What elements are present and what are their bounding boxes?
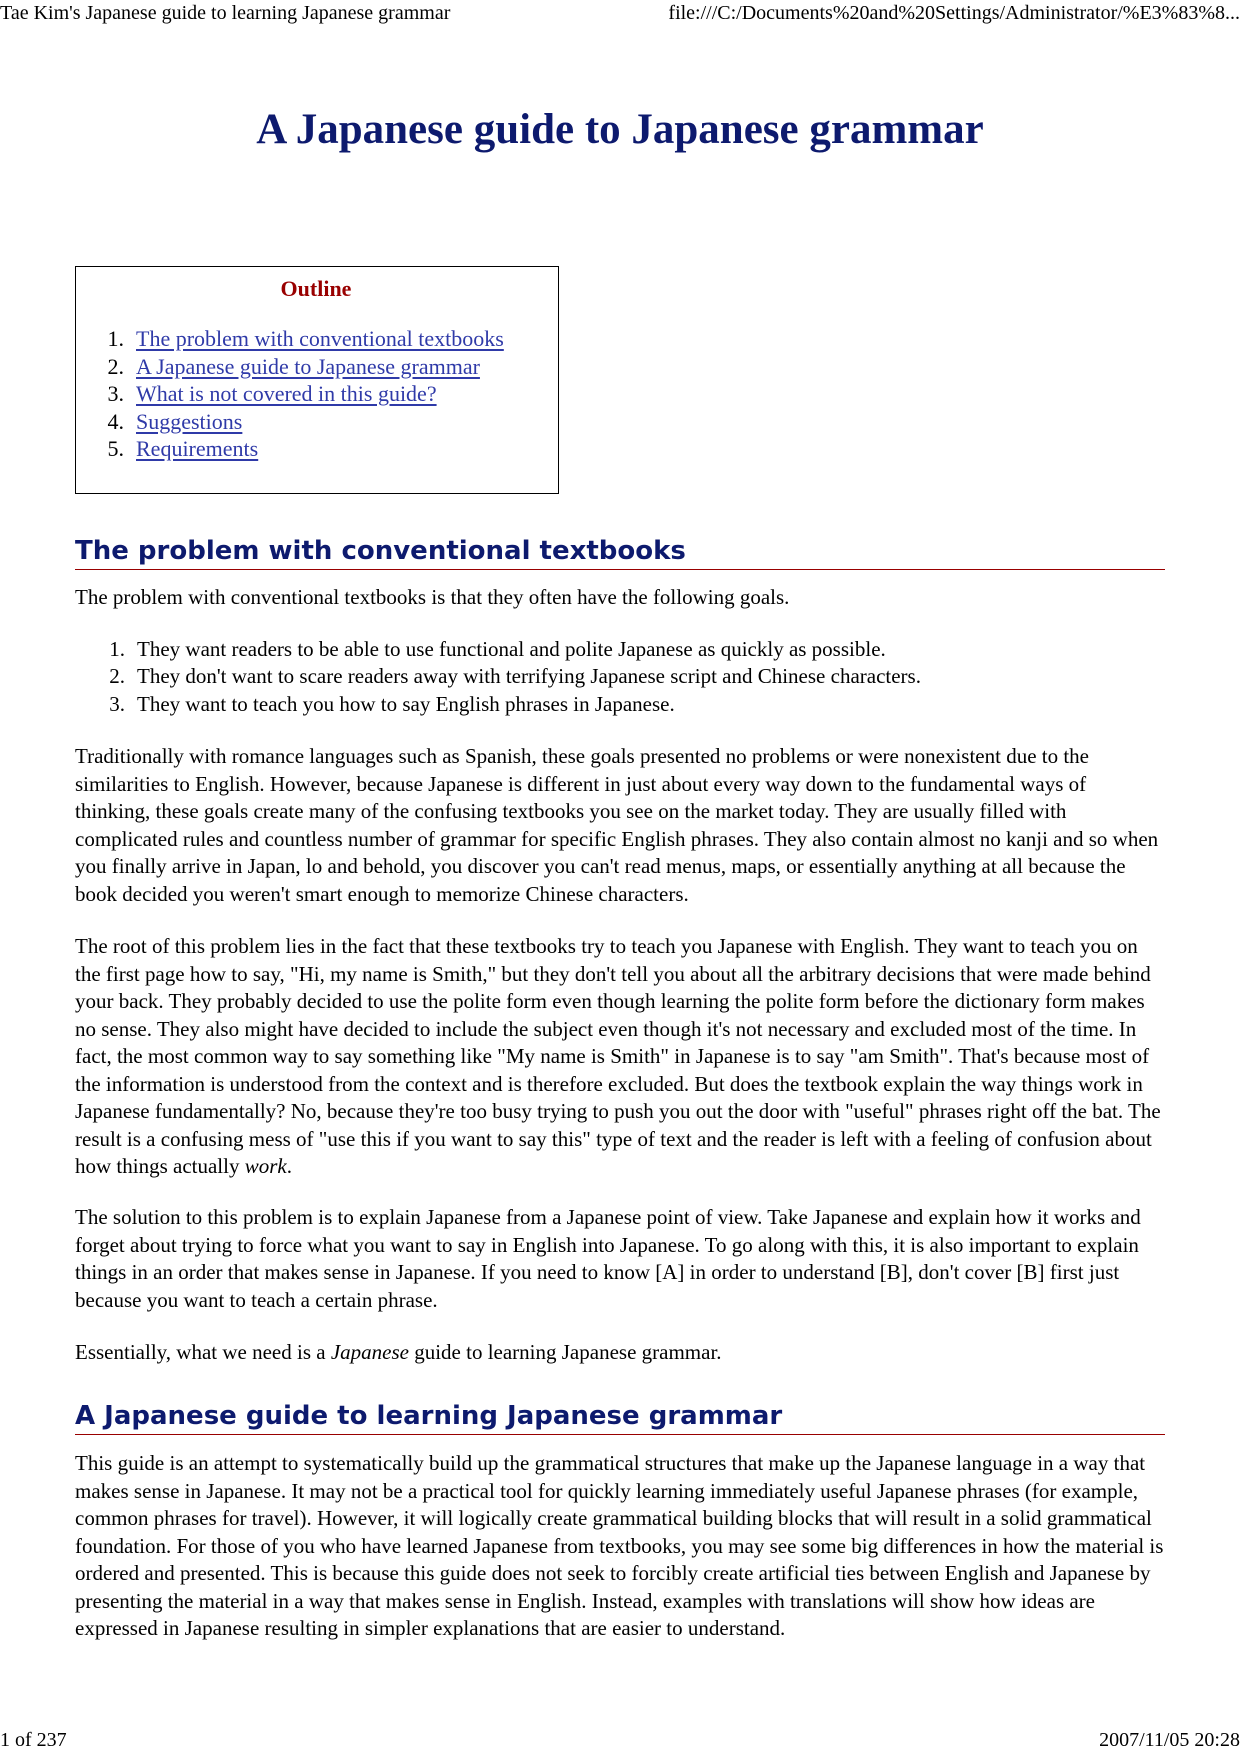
section1-paragraph-2-emphasis: work [244,1154,287,1178]
outline-item-number: 1. [107,326,124,351]
outline-item [76,325,504,353]
outline-link-requirements[interactable]: Requirements [136,436,259,461]
outline-item-number: 5. [107,436,124,461]
section1-paragraph-2-text: The root of this problem lies in the fact that these textbooks try to teach you Japanese with English. They want to teach you on the first page how to say, "Hi, my name is Smith," but they don't tell you about all the arbitrary decisions that were made behind your back. They probably decided to use the polite form even though learning the polite form before the dictionary form makes no sense. They also might have decided to include the subject even though it's not necessary and excluded most of the time. In fact, the most common way to say something like "My name is Smith" in Japanese is to say "am Smith". That's because most of the information is understood from the context and is therefore excluded. But does the textbook explain the way things work in Japanese fundamentally? No, because they're too busy trying to push you out the door with "useful" phrases right off the bat. The result is a confusing mess of "use this if you want to say this" type of text and the reader is left with a feeling of confusion about how things actually [75,934,1161,1178]
list-item-number: 3. [109,691,125,716]
print-footer-page: 1 of 237 [0,1729,67,1751]
outline-item [76,380,504,408]
list-item-number: 2. [109,664,125,689]
outline-box [75,266,559,494]
list-item-text: They don't want to scare readers away with terrifying Japanese script and Chinese characters. [137,664,921,689]
section1-paragraph-4-end: guide to learning Japanese grammar. [408,1340,722,1364]
section1-paragraph-2-end: . [286,1154,292,1178]
section-heading-guide: A Japanese guide to learning Japanese grammar [75,1400,1165,1435]
outline-item [76,353,504,381]
outline-heading: Outline [280,276,352,301]
outline-link-suggestions[interactable]: Suggestions [136,408,243,434]
outline-item [76,408,504,436]
print-header-url: file:///C:/Documents%20and%20Settings/Administrator/%E3%83%8... [668,2,1240,24]
outline-link-problem[interactable]: The problem with conventional textbooks [136,326,504,351]
section1-paragraph-4-start: Essentially, what we need is a [75,1340,331,1364]
list-item [75,636,1165,663]
outline-link-guide[interactable]: A Japanese guide to Japanese grammar [136,353,480,379]
print-header-title: Tae Kim's Japanese guide to learning Japanese grammar [0,2,451,24]
list-item [75,691,1165,718]
outline-list [76,325,504,463]
section1-paragraph-3: The solution to this problem is to explain Japanese from a Japanese point of view. Take Japanese and explain how it works and forget about trying to force what you want to say in English into Japanese. To go along with this, it is also important to explain things in an order that makes sense in Japanese. If you need to know [A] in order to understand [B], don't cover [B] first just because you want to teach a certain phrase. [75,1205,1141,1312]
section1-intro: The problem with conventional textbooks is that they often have the following goals. [75,585,790,609]
list-item-number: 1. [109,637,125,661]
page-title: A Japanese guide to Japanese grammar [256,106,984,153]
list-item-text: They want readers to be able to use functional and polite Japanese as quickly as possible. [137,637,886,661]
section1-paragraph-4 [75,1339,1165,1367]
outline-item-number: 4. [107,408,124,434]
section-heading-problem: The problem with conventional textbooks [75,535,1165,570]
section1-paragraph-1: Traditionally with romance languages such as Spanish, these goals presented no problems or were nonexistent due to the similarities to English. However, because Japanese is different in just about every way down to the fundamental ways of thinking, these goals create many of the confusing textbooks you see on the market today. They are usually filled with complicated rules and countless number of grammar for specific English phrases. They also contain almost no kanji and so when you finally arrive in Japan, lo and behold, you discover you can't read menus, maps, or essentially anything at all because the book decided you weren't smart enough to memorize Chinese characters. [75,744,1159,906]
list-item-text: They want to teach you how to say English phrases in Japanese. [137,691,675,716]
outline-link-not-covered[interactable]: What is not covered in this guide? [136,381,437,406]
section1-paragraph-4-emphasis: Japanese [330,1340,409,1364]
list-item [75,663,1165,690]
print-footer-datetime: 2007/11/05 20:28 [1099,1729,1240,1751]
outline-item [76,435,504,463]
section1-paragraph-2 [75,933,1165,1181]
goals-list [75,636,1165,718]
outline-item-number: 3. [107,381,124,406]
outline-item-number: 2. [107,353,124,379]
section2-paragraph-1: This guide is an attempt to systematically build up the grammatical structures that make up the Japanese language in a way that makes sense in Japanese. It may not be a practical tool for quickly learning immediately useful Japanese phrases (for example, common phrases for travel). However, it will logically create grammatical building blocks that will result in a solid grammatical foundation. For those of you who have learned Japanese from textbooks, you may see some big differences in how the material is ordered and presented. This is because this guide does not seek to forcibly create artificial ties between English and Japanese by presenting the material in a way that makes sense in English. Instead, examples with translations will show how ideas are expressed in Japanese resulting in simpler explanations that are easier to understand. [75,1451,1164,1640]
